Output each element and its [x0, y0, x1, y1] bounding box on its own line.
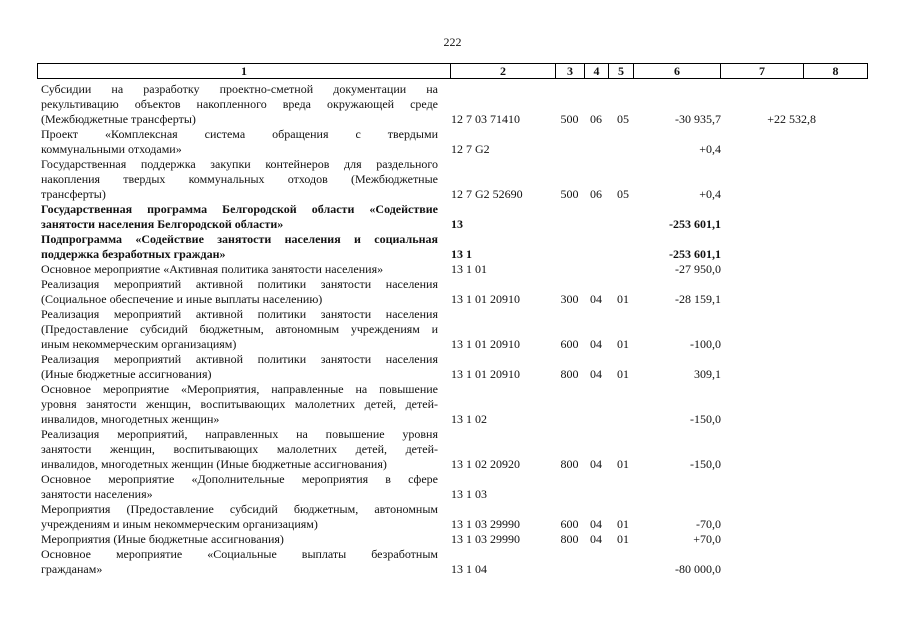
row-description — [41, 82, 438, 127]
description-line: Мероприятия (Иные бюджетные ассигнования) — [41, 532, 284, 546]
row-description — [41, 202, 438, 232]
description-line: поддержка безработных граждан» — [41, 247, 226, 261]
target-article-code: 13 1 01 20910 — [451, 337, 520, 351]
expense-type-code: 600 — [560, 337, 579, 351]
description-line: Субсидии на разработку проектно-сметной документации на — [41, 82, 438, 96]
subsection-code: 01 — [617, 292, 629, 306]
header-col-6: 6 — [634, 64, 721, 78]
row-description — [41, 427, 438, 472]
amount-change: 309,1 — [694, 367, 721, 381]
description-line: Реализация мероприятий активной политики занятости населения — [41, 307, 438, 321]
subsection-code: 01 — [617, 367, 629, 381]
description-line: Реализация мероприятий активной политики занятости населения — [41, 352, 438, 366]
target-article-code: 13 1 03 29990 — [451, 532, 520, 546]
row-description — [41, 547, 438, 577]
row-description — [41, 502, 438, 532]
target-article-code: 13 1 03 29990 — [451, 517, 520, 531]
row-description — [41, 262, 438, 277]
amount-change: -28 159,1 — [675, 292, 721, 306]
table-row — [41, 502, 871, 532]
table-row — [41, 547, 871, 577]
section-code: 04 — [590, 532, 602, 546]
expense-type-code: 800 — [560, 532, 579, 546]
description-line: Государственная программа Белгородской области «Содействие — [41, 202, 438, 216]
subsection-code: 01 — [617, 532, 629, 546]
description-line: Подпрограмма «Содействие занятости населения и социальная — [41, 232, 438, 246]
section-code: 04 — [590, 337, 602, 351]
amount-change: -150,0 — [690, 457, 721, 471]
description-line: (Социальное обеспечение и иные выплаты населению) — [41, 292, 323, 306]
row-description — [41, 472, 438, 502]
description-line: Основное мероприятие «Дополнительные мероприятия в сфере — [41, 472, 438, 486]
subsection-code: 05 — [617, 112, 629, 126]
target-article-code: 13 1 04 — [451, 562, 487, 576]
expense-type-code: 600 — [560, 517, 579, 531]
row-description — [41, 127, 438, 157]
description-line: занятости населения» — [41, 487, 153, 501]
description-line: инвалидов, многодетных женщин (Иные бюджетные ассигнования) — [41, 457, 387, 471]
description-line: (Межбюджетные трансферты) — [41, 112, 196, 126]
target-article-code: 12 7 G2 — [451, 142, 490, 156]
description-line: рекультивацию объектов накопленного вреда окружающей среде — [41, 97, 438, 111]
target-article-code: 12 7 03 71410 — [451, 112, 520, 126]
section-code: 04 — [590, 367, 602, 381]
header-col-7: 7 — [721, 64, 804, 78]
target-article-code: 13 1 03 — [451, 487, 487, 501]
description-line: гражданам» — [41, 562, 103, 576]
subsection-code: 01 — [617, 457, 629, 471]
amount-change-next: +22 532,8 — [767, 112, 816, 126]
expense-type-code: 800 — [560, 457, 579, 471]
amount-change: -70,0 — [696, 517, 721, 531]
description-line: занятости населения Белгородской области» — [41, 217, 284, 231]
amount-change: +0,4 — [699, 187, 721, 201]
section-code: 06 — [590, 187, 602, 201]
description-line: инвалидов, многодетных женщин» — [41, 412, 220, 426]
subsection-code: 01 — [617, 517, 629, 531]
table-row — [41, 232, 871, 262]
target-article-code: 13 1 02 — [451, 412, 487, 426]
target-article-code: 13 1 01 20910 — [451, 367, 520, 381]
description-line: (Предоставление субсидий бюджетным, автономным учреждениям и — [41, 322, 438, 336]
amount-change: -27 950,0 — [675, 262, 721, 276]
description-line: Реализация мероприятий активной политики занятости населения — [41, 277, 438, 291]
table-row — [41, 127, 871, 157]
expense-type-code: 800 — [560, 367, 579, 381]
row-description — [41, 532, 438, 547]
description-line: занятости женщин, воспитывающих малолетних детей, детей- — [41, 442, 438, 456]
header-col-5: 5 — [609, 64, 634, 78]
amount-change: -253 601,1 — [669, 217, 721, 231]
target-article-code: 13 1 — [451, 247, 472, 261]
table-row — [41, 307, 871, 352]
table-row — [41, 427, 871, 472]
amount-change: -80 000,0 — [675, 562, 721, 576]
row-description — [41, 232, 438, 262]
table-row — [41, 262, 871, 277]
target-article-code: 13 — [451, 217, 463, 231]
description-line: коммунальными отходами» — [41, 142, 182, 156]
amount-change: +70,0 — [693, 532, 721, 546]
header-col-8: 8 — [832, 64, 839, 78]
expense-type-code: 500 — [560, 112, 579, 126]
description-line: Основное мероприятие «Социальные выплаты безработным — [41, 547, 438, 561]
table-row — [41, 382, 871, 427]
header-col-2: 2 — [451, 64, 556, 78]
expense-type-code: 300 — [560, 292, 579, 306]
amount-change: -30 935,7 — [675, 112, 721, 126]
header-col-1: 1 — [38, 64, 451, 78]
row-description — [41, 352, 438, 382]
description-line: Мероприятия (Предоставление субсидий бюджетным, автономным — [41, 502, 438, 516]
table-row — [41, 157, 871, 202]
table-row — [41, 532, 871, 547]
table-row — [41, 277, 871, 307]
table-body — [41, 82, 871, 577]
description-line: (Иные бюджетные ассигнования) — [41, 367, 212, 381]
table-header — [37, 63, 868, 79]
description-line: трансферты) — [41, 187, 106, 201]
description-line: Реализация мероприятий, направленных на повышение уровня — [41, 427, 438, 441]
subsection-code: 05 — [617, 187, 629, 201]
description-line: Государственная поддержка закупки контейнеров для раздельного — [41, 157, 438, 171]
header-col-3: 3 — [556, 64, 585, 78]
section-code: 04 — [590, 292, 602, 306]
table-row — [41, 82, 871, 127]
table-row — [41, 202, 871, 232]
description-line: Основное мероприятие «Активная политика занятости населения» — [41, 262, 384, 276]
description-line: учреждениям и иным некоммерческим организациям) — [41, 517, 318, 531]
table-row — [41, 472, 871, 502]
section-code: 06 — [590, 112, 602, 126]
expense-type-code: 500 — [560, 187, 579, 201]
target-article-code: 13 1 01 — [451, 262, 487, 276]
section-code: 04 — [590, 457, 602, 471]
row-description — [41, 307, 438, 352]
amount-change: -150,0 — [690, 412, 721, 426]
header-col-4: 4 — [585, 64, 609, 78]
table-row — [41, 352, 871, 382]
page-number: 222 — [443, 35, 462, 49]
row-description — [41, 382, 438, 427]
target-article-code: 12 7 G2 52690 — [451, 187, 523, 201]
subsection-code: 01 — [617, 337, 629, 351]
description-line: накопления твердых коммунальных отходов (Межбюджетные — [41, 172, 438, 186]
row-description — [41, 157, 438, 202]
section-code: 04 — [590, 517, 602, 531]
description-line: Основное мероприятие «Мероприятия, направленные на повышение — [41, 382, 438, 396]
amount-change: -100,0 — [690, 337, 721, 351]
description-line: иным некоммерческим организациям) — [41, 337, 237, 351]
amount-change: -253 601,1 — [669, 247, 721, 261]
target-article-code: 13 1 02 20920 — [451, 457, 520, 471]
description-line: уровня занятости женщин, воспитывающих малолетних детей, детей- — [41, 397, 438, 411]
target-article-code: 13 1 01 20910 — [451, 292, 520, 306]
description-line: Проект «Комплексная система обращения с твердыми — [41, 127, 438, 141]
row-description — [41, 277, 438, 307]
amount-change: +0,4 — [699, 142, 721, 156]
